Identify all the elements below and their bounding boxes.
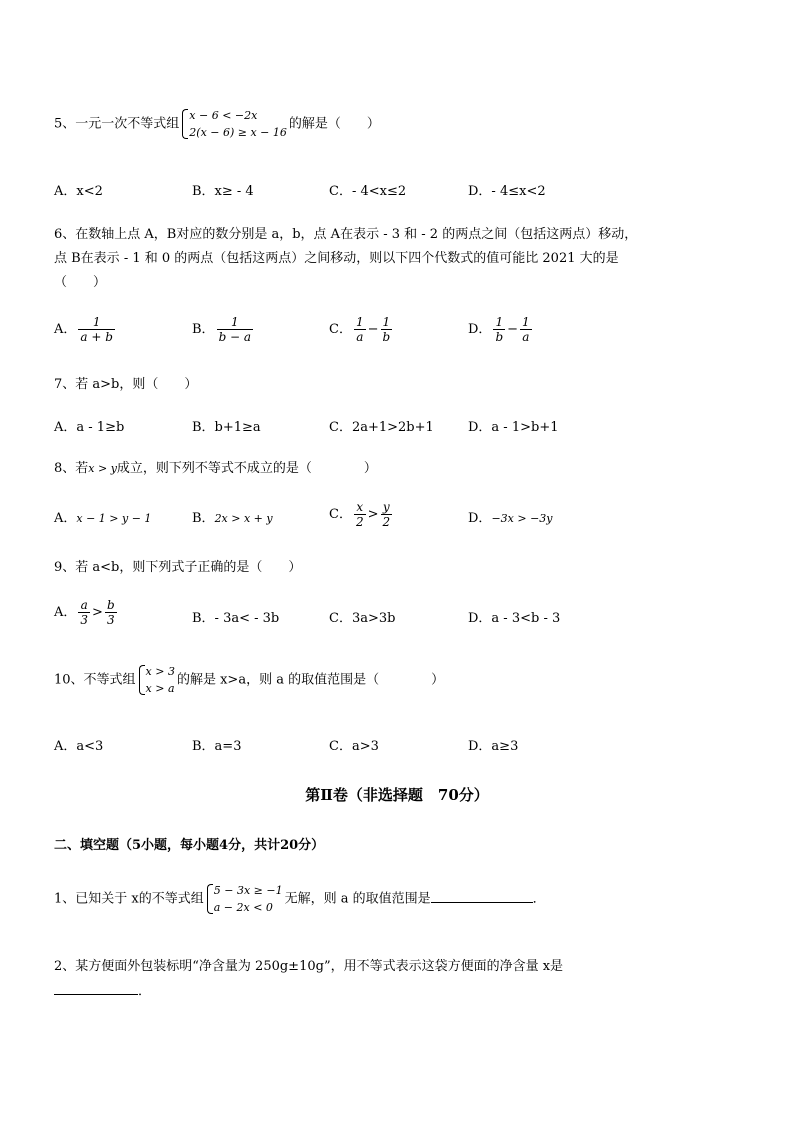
q8-option-c: C． $\frac{x}{2}$ > $\frac{y}{2}$	[329, 500, 391, 529]
q7-option-a: A．a - 1≥b	[54, 420, 125, 435]
q8-option-b: B．2x > x + y	[192, 511, 273, 526]
question-5-suffix: 的解是（ ）	[288, 116, 380, 132]
inequality-system	[181, 107, 287, 141]
fraction: $\frac{1}{b - a}$	[218, 315, 252, 344]
q10-option-d: D．a≥3	[468, 739, 519, 754]
fraction: $\frac{1}{b}$	[382, 315, 391, 344]
system-line-1: x − 6 < −2x	[189, 109, 258, 122]
fill-question-2-line-1: 2、某方便面外包装标明“净含量为 250g±10g”，用不等式表示这袋方便面的净含量 x是	[54, 959, 564, 974]
q5-option-b: B．x≥ - 4	[192, 184, 254, 199]
answer-blank[interactable]	[431, 902, 533, 903]
q9-option-a: A． $\frac{a}{3}$ > $\frac{b}{3}$	[54, 598, 115, 627]
q5-option-a: A．x<2	[54, 184, 103, 199]
question-5-stem	[54, 107, 380, 141]
fraction: $\frac{y}{2}$	[382, 500, 391, 529]
q7-option-d: D．a - 1>b+1	[468, 420, 559, 435]
fraction: $\frac{1}{a}$	[355, 315, 364, 344]
q10-option-a: A．a<3	[54, 739, 104, 754]
question-10-stem: 10、不等式组 x > 3 x > a 的解是 x>a，则 a 的取值范围是（ ）	[54, 665, 445, 695]
fraction: $\frac{x}{2}$	[355, 500, 364, 529]
inequality-system: x > 3 x > a	[138, 663, 175, 697]
q9-option-c: C．3a>3b	[329, 611, 396, 626]
q9-option-d: D．a - 3<b - 3	[468, 611, 561, 626]
inequality-system: 5 − 3x ≥ −1 a − 2x < 0	[206, 882, 283, 916]
fraction: $\frac{1}{a + b}$	[80, 315, 113, 344]
fraction: $\frac{b}{3}$	[106, 598, 115, 627]
q8-option-d: D．−3x > −3y	[468, 511, 553, 526]
q6-option-b: B． $\frac{1}{b - a}$	[192, 315, 252, 344]
question-6-line-1: 6、在数轴上点 A，B对应的数分别是 a，b，点 A在表示 - 3 和 - 2 的两点之间（包括这两点）移动，	[54, 227, 638, 242]
fraction: $\frac{1}{b}$	[495, 315, 504, 344]
answer-blank[interactable]	[54, 994, 138, 995]
q10-option-c: C．a>3	[329, 739, 379, 754]
q6-option-c: C． $\frac{1}{a}$ − $\frac{1}{b}$	[329, 315, 391, 344]
fraction: $\frac{1}{a}$	[522, 315, 530, 344]
question-7-stem: 7、若 a>b，则（ ）	[54, 377, 198, 392]
system-line-2: 2(x − 6) ≥ x − 16	[189, 126, 287, 139]
q5-option-c: C．- 4<x≤2	[329, 184, 407, 199]
fill-question-1: 1、已知关于 x的不等式组 5 − 3x ≥ −1 a − 2x < 0 无解，则 a 的取值范围是 ．	[54, 884, 546, 914]
q7-option-c: C．2a+1>2b+1	[329, 420, 434, 435]
q7-option-b: B．b+1≥a	[192, 420, 261, 435]
q8-option-a: A．x − 1 > y − 1	[54, 511, 152, 526]
question-5-text: 5、一元一次不等式组	[54, 116, 180, 132]
q6-option-a: A． $\frac{1}{a + b}$	[54, 315, 113, 344]
q5-option-d: D．- 4≤x<2	[468, 184, 546, 199]
q9-option-b: B．- 3a< - 3b	[192, 611, 280, 626]
condition-expression: x > y	[88, 462, 117, 475]
fill-question-2-line-2: ．	[54, 980, 151, 999]
fraction: $\frac{a}{3}$	[80, 598, 89, 627]
question-6-line-3: （ ）	[54, 275, 107, 290]
q10-option-b: B．a=3	[192, 739, 242, 754]
q6-option-d: D． $\frac{1}{b}$ − $\frac{1}{a}$	[468, 315, 530, 344]
question-9-stem: 9、若 a<b，则下列式子正确的是（ ）	[54, 560, 302, 575]
question-6-line-2: 点 B在表示 - 1 和 0 的两点（包括这两点）之间移动，则以下四个代数式的值可能比 2021 大的是	[54, 251, 619, 266]
question-8-stem: 8、若x > y成立，则下列不等式不成立的是（ ）	[54, 461, 377, 476]
part-2-heading: 第Ⅱ卷（非选择题 70分）	[305, 786, 489, 804]
section-heading: 二、填空题（5小题，每小题4分，共计20分）	[54, 838, 325, 853]
